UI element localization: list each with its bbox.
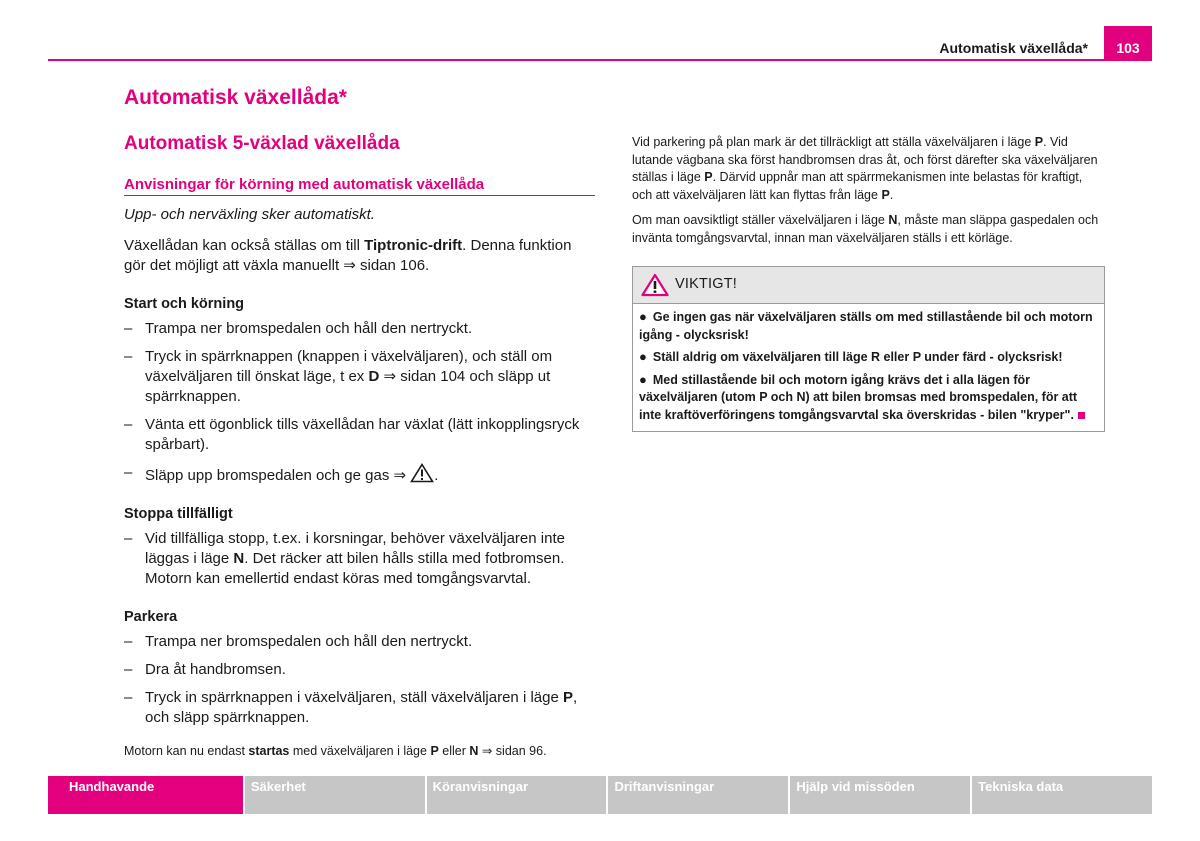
end-of-section-marker — [1078, 412, 1085, 419]
dash: – — [124, 661, 133, 678]
warning-triangle-icon — [641, 273, 669, 297]
list-item — [124, 529, 596, 589]
tab-hjalp-vid-missoden[interactable]: Hjälp vid missöden — [790, 776, 970, 814]
para-text: . Vid lutande vägbana ska först handbromsen dras åt, och först därefter ska växelväljaren ställas i läge — [632, 135, 1098, 184]
warning-item — [639, 371, 1098, 425]
dash: – — [124, 416, 133, 433]
page-number: 103 — [1116, 40, 1140, 56]
para-text: Om man oavsiktligt ställer växelväljaren i läge — [632, 213, 889, 227]
note-text: Motorn kan nu endast — [124, 744, 249, 758]
gear-letter: N — [469, 744, 479, 758]
warning-item — [639, 308, 1098, 344]
list-text: Vid tillfälliga stopp, t.ex. i korsningar, behöver växelväljaren inte läggas i läge — [145, 530, 565, 567]
list-item — [124, 415, 596, 455]
gear-letter: P — [430, 744, 439, 758]
list-text: Tryck in spärrknappen (knappen i växelväljaren), och ställ om växelväljaren till önskat läge, t ex — [145, 348, 553, 385]
warning-text: Ge ingen gas när växelväljaren ställs om med stillastående bil och motorn igång - olycksrisk! — [639, 310, 1093, 342]
note-text: eller — [438, 744, 470, 758]
list-item — [124, 632, 596, 652]
tiptronic-term: Tiptronic-drift — [364, 237, 463, 254]
neutral-paragraph — [632, 212, 1104, 247]
bullet: ● — [639, 309, 647, 324]
warning-item — [639, 348, 1098, 367]
tab-koranvisningar[interactable]: Köranvisningar — [427, 776, 607, 814]
para-text: . Denna funktion gör det möjligt att växla manuellt ⇒ sidan 106. — [124, 237, 572, 274]
gear-letter: D — [368, 368, 380, 385]
dash: – — [124, 530, 133, 547]
warning-title: VIKTIGT! — [675, 276, 738, 293]
list-text: ⇒ sidan 104 och släpp ut spärrknappen. — [145, 368, 551, 405]
para-text: . Därvid uppnår man att spärrmekanismen inte belastas för kraftigt, och att växelväljaren lätt kan flyttas från läge — [632, 170, 1083, 202]
para-text: Växellådan kan också ställas om till — [124, 237, 365, 254]
list-text: . Det räcker att bilen hålls stilla med fotbromsen. Motorn kan emellertid endast köras med tomgångsvarvtal. — [145, 550, 565, 587]
note-text: med växelväljaren i läge — [289, 744, 431, 758]
gear-letter: P — [1034, 135, 1044, 149]
para-text: Vid parkering på plan mark är det tillräckligt att ställa växelväljaren i läge — [632, 135, 1035, 149]
section-title: Automatisk 5-växlad växellåda — [124, 133, 400, 154]
stop-heading: Stoppa tillfälligt — [124, 506, 233, 522]
list-text: Vänta ett ögonblick tills växellådan har växlat (lätt inkopplingsryck spårbart). — [145, 416, 580, 453]
warning-header — [633, 267, 1104, 304]
gear-letter: P — [704, 170, 713, 184]
dash: – — [124, 689, 133, 706]
gear-letter: N — [888, 213, 898, 227]
chapter-title: Automatisk växellåda* — [124, 86, 347, 109]
gear-letter: P — [881, 187, 890, 202]
warning-text: Ställ aldrig om växelväljaren till läge R eller P under färd - olycksrisk! — [652, 350, 1063, 364]
header-rule — [48, 59, 1152, 61]
para-text: . — [889, 187, 894, 202]
tab-tekniska-data[interactable]: Tekniska data — [972, 776, 1152, 814]
para-text: , måste man släppa gaspedalen och invänta tomgångsvarvtal, innan man växelväljaren ställs i ett körläge. — [632, 213, 1099, 245]
tab-sakerhet[interactable]: Säkerhet — [245, 776, 425, 814]
list-item — [124, 660, 596, 680]
list-text: Dra åt handbromsen. — [145, 661, 286, 678]
list-item — [124, 347, 596, 407]
list-text: Trampa ner bromspedalen och håll den nertryckt. — [145, 633, 473, 650]
closing-note — [124, 742, 596, 760]
intro-text: Upp- och nerväxling sker automatiskt. — [124, 206, 375, 223]
warning-triangle-icon — [410, 463, 434, 483]
park-heading: Parkera — [124, 609, 178, 625]
list-text: . — [434, 467, 439, 484]
subsection-title: Anvisningar för körning med automatisk växellåda — [124, 176, 595, 196]
bullet: ● — [639, 371, 647, 387]
list-text: Trampa ner bromspedalen och håll den nertryckt. — [145, 320, 473, 337]
warning-body — [633, 304, 1104, 431]
list-item — [124, 463, 596, 486]
page-number-badge — [1104, 26, 1152, 61]
list-text: , och släpp spärrknappen. — [145, 689, 578, 726]
right-column — [632, 134, 1104, 255]
chapter-tabs — [48, 776, 1152, 814]
bullet: ● — [639, 349, 647, 364]
dash: – — [124, 348, 133, 365]
list-text: Släpp upp bromspedalen och ge gas ⇒ — [145, 467, 411, 484]
start-heading: Start och körning — [124, 296, 245, 312]
list-text: Tryck in spärrknappen i växelväljaren, ställ växelväljaren i läge — [145, 689, 563, 706]
gear-letter: N — [233, 550, 245, 567]
list-item — [124, 688, 596, 728]
tab-driftanvisningar[interactable]: Driftanvisningar — [608, 776, 788, 814]
tiptronic-paragraph — [124, 236, 596, 276]
tab-handhavande[interactable]: Handhavande — [48, 776, 243, 814]
warning-box — [632, 266, 1105, 432]
parking-paragraph — [632, 134, 1104, 204]
list-item — [124, 319, 596, 339]
warning-text: Med stillastående bil och motorn igång krävs det i alla lägen för växelväljaren (utom P och N) att bilen bromsas med bromspedalen, för att inte kraftöverföringens tomgångsvarvtal ska överskridas - bilen "kryper". — [639, 372, 1078, 422]
dash: – — [124, 633, 133, 650]
gear-letter: P — [562, 689, 573, 706]
running-header-title: Automatisk växellåda* — [939, 40, 1088, 56]
dash: – — [124, 464, 133, 481]
dash: – — [124, 320, 133, 337]
note-text: ⇒ sidan 96. — [478, 744, 547, 758]
left-column — [124, 205, 596, 760]
note-emphasis: startas — [248, 744, 290, 758]
